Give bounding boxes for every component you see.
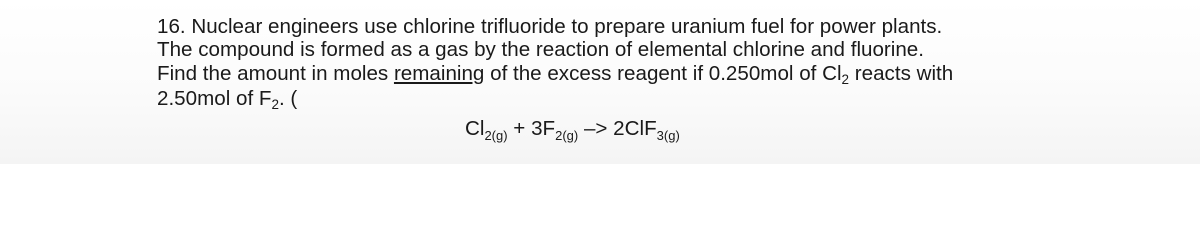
question-line-3-end: reacts with — [849, 61, 954, 85]
question-line-4-start: 2.50mol of F — [157, 87, 272, 111]
fluorine-subscript: 2 — [271, 97, 279, 113]
product-clf3: 2ClF — [613, 117, 657, 140]
question-line-3-middle: of the excess reagent if 0.250mol of Cl — [484, 61, 842, 85]
question-line-4 — [157, 87, 1167, 112]
question-line-2: The compound is formed as a gas by the reaction of elemental chlorine and fluorine. — [157, 38, 924, 62]
question-line-4-end: . ( — [278, 87, 298, 111]
product-clf3-subscript: 3(g) — [656, 128, 680, 143]
chlorine-subscript: 2 — [841, 71, 850, 87]
question-line-1: 16. Nuclear engineers use chlorine trifluoride to prepare uranium fuel for power plants. — [157, 15, 943, 38]
plus-sign: + — [507, 117, 532, 140]
underlined-remaining: remaining — [393, 61, 485, 85]
question-text — [157, 15, 1167, 113]
question-line-3-start: Find the amount in moles — [157, 61, 394, 85]
reactant-chlorine-subscript: 2(g) — [484, 128, 508, 143]
reactant-fluorine-subscript: 2(g) — [555, 128, 579, 143]
chemical-equation — [465, 117, 680, 141]
reactant-fluorine: 3F — [531, 117, 556, 140]
reaction-arrow: –> — [578, 117, 614, 140]
question-line-3 — [157, 62, 1167, 87]
reactant-chlorine: Cl — [465, 117, 485, 140]
